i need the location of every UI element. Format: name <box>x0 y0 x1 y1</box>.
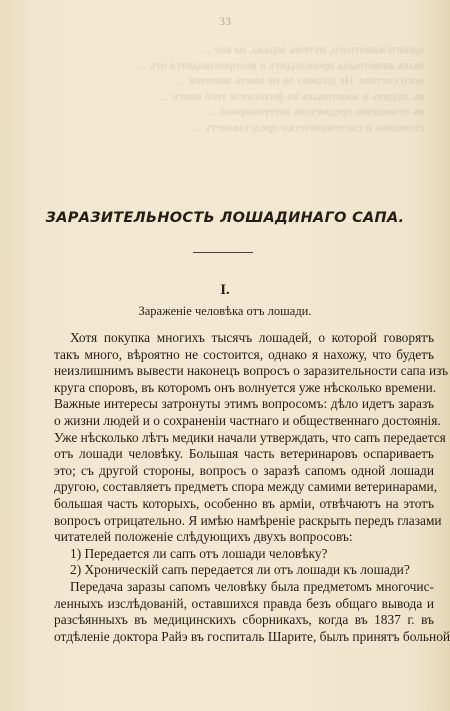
text-line: другою, составляетъ предметъ спора между самими ветеринарами, <box>54 479 438 495</box>
text-line: разсѣянныхъ въ медицинскихъ сборникахъ, когда въ 1837 г. въ <box>54 612 434 628</box>
text-line: вопросъ отрицательно. Я имѣю намѣреніе раскрыть передъ глазами <box>54 512 442 528</box>
bleed-line: ныхъ животныхъ происходитъ и воспроизводится отъ ... <box>137 57 424 72</box>
heading-rule <box>193 252 253 253</box>
bleed-line: стоящихъ и систематически представляетъ ... <box>192 119 424 134</box>
bleed-line: въ отношеніи предметовъ ветеринарной ... <box>207 104 424 118</box>
section-number: I. <box>220 282 230 298</box>
list-item: 1) Передается ли сапъ отъ лошади человѣку? <box>70 545 328 561</box>
text-line: это; съ другой стороны, вопросъ о заразѣ сапомъ одной лошади <box>54 462 434 478</box>
text-line: Уже нѣсколько лѣтъ медики начали утверждать, что сапъ передается <box>54 429 446 445</box>
text-line: отдѣленіе доктора Райэ въ госпиталь Шарите, былъ принятъ больной <box>54 628 450 644</box>
page-number: 33 <box>219 14 231 28</box>
text-line: большая часть которыхъ, особенно въ арміи, отвѣчаютъ на этотъ <box>54 495 434 511</box>
bleed-line: одногo животнаго, путемъ заразы, на вое ... <box>202 42 424 56</box>
text-line: Хотя покупка многихъ тысячъ лошадей, о которой говорятъ <box>70 330 434 345</box>
text-line: отъ лошади человѣку. Большая часть ветеринаровъ оспариваетъ <box>54 446 434 462</box>
text-line: читателей положеніе слѣдующихъ двухъ вопросовъ: <box>54 529 353 545</box>
bleed-line: въ людяхъ и животныхъ въ физіологія этой книги ... <box>159 88 424 103</box>
text-line: такъ много, вѣроятно не состоится, однако я нахожу, что будетъ <box>54 346 434 362</box>
text-line: нeизлишнимъ вывести наконецъ вопросъ о заразительности сапа изъ <box>54 363 449 379</box>
text-line: ленныхъ изслѣдованій, оставшихся правда безъ общаго вывода и <box>54 595 434 611</box>
text-line: Важные интересы затронуты этимъ вопросомъ: дѣло идетъ заразъ <box>54 396 434 412</box>
bleed-line: ного состава. Не должно ли не иметь значенія ... <box>176 73 424 87</box>
list-item: 2) Хроническій сапъ передается ли отъ лошади къ лошади? <box>70 562 410 578</box>
text-line: о жизни людей и о сохраненіи частнаго и общественнаго достоянія. <box>54 412 441 428</box>
bleed-through-text <box>92 42 424 142</box>
text-line: круга споровъ, въ которомъ онъ волнуется уже нѣсколько времени. <box>54 379 437 395</box>
text-line: Передача заразы сапомъ человѣку была предметомъ многочис- <box>70 578 434 594</box>
chapter-heading: ЗАРАЗИТЕЛЬНОСТЬ ЛОШАДИНАГО САПА. <box>45 210 405 226</box>
body-text <box>54 330 450 645</box>
section-title: Зараженіе человѣка отъ лошади. <box>138 304 312 318</box>
